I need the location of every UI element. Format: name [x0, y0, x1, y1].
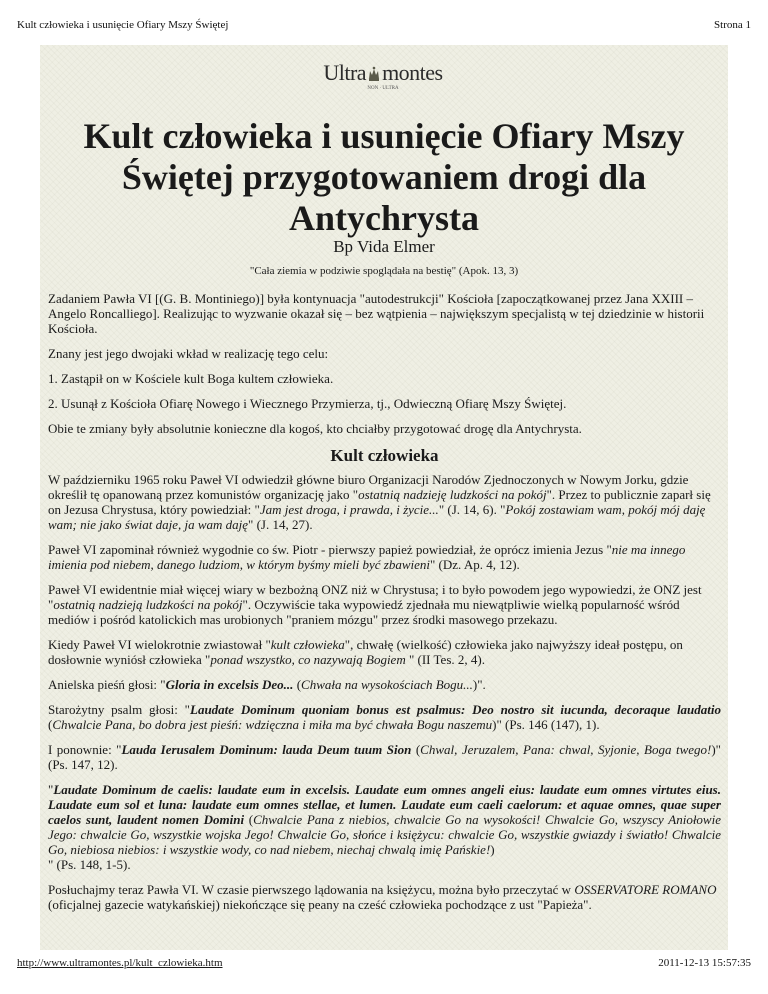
paragraph-angelic-song: Anielska pieśń głosi: "Gloria in excelsis Deo... (Chwała na wysokościach Bogu...)". — [48, 677, 486, 692]
article-body — [48, 291, 721, 922]
site-logo[interactable] — [320, 61, 446, 95]
paragraph-point-2: 2. Usunął z Kościoła Ofiarę Nowego i Wiecznego Przymierza, tj., Odwieczną Ofiarę Mszy Świętej. — [48, 396, 567, 411]
article-title: Kult człowieka i usunięcie Ofiary Mszy Świętej przygotowaniem drogi dla Antychrysta — [83, 116, 685, 238]
paragraph-conclusion: Obie te zmiany były absolutnie konieczne dla kogoś, kto chciałby przygotować drogę dla Antychrysta. — [48, 421, 582, 436]
paragraph-un-visit: W październiku 1965 roku Paweł VI odwiedził główne biuro Organizacji Narodów Zjednoczonych w Nowym Jorku, gdzie określił tę opanowaną przez komunistów organizację jako "ostatnią nadzieję ludzkości na pokój". Przez to publicznie zaparł się on Jezusa Chrystusa, który powiedział: "Jam jest droga, i prawda, i życie..." (J. 14, 6). "Pokój zostawiam wam, pokój mój daję wam; nie jako świat daje, ja wam daję" (J. 14, 27). — [48, 472, 711, 532]
logo-text-right: montes — [382, 60, 443, 85]
article-motto: "Cała ziemia w podziwie spoglądała na bestię" (Apok. 13, 3) — [249, 265, 519, 277]
print-header-title: Kult człowieka i usunięcie Ofiary Mszy Świętej — [17, 19, 229, 31]
logo-subtitle: NON · ULTRA — [367, 86, 399, 91]
logo-text-left: Ultra — [323, 60, 367, 85]
article-author: Bp Vida Elmer — [333, 237, 435, 256]
print-timestamp: 2011-12-13 15:57:35 — [658, 957, 751, 969]
paragraph-psalm-146: Starożytny psalm głosi: "Laudate Dominum quoniam bonus est psalmus: Deo nostro sit iucunda, decoraque laudatio (Chwalcie Pana, bo dobra jest pieśń: wdzięczna i miła ma być chwała Bogu naszemu)" (Ps. 146 (147), 1). — [48, 702, 722, 732]
print-header-page-number: Strona 1 — [714, 19, 751, 31]
paragraph-point-1: 1. Zastąpił on w Kościele kult Boga kultem człowieka. — [48, 371, 334, 386]
section-heading: Kult człowieka — [330, 446, 439, 465]
crown-emblem-icon — [367, 65, 381, 83]
source-url-link[interactable]: http://www.ultramontes.pl/kult_czlowieka.htm — [17, 957, 223, 969]
paragraph-paul-vi-moon: Posłuchajmy teraz Pawła VI. W czasie pierwszego lądowania na księżycu, można było przeczytać w OSSERVATORE ROMANO (oficjalnej gazecie watykańskiej) niekończące się peany na cześć człowieka pochodzące z ust "Papieża". — [48, 882, 717, 912]
paragraph-psalm-147: I ponownie: "Lauda Ierusalem Dominum: lauda Deum tuum Sion (Chwal, Jeruzalem, Pana: chwal, Syjonie, Boga twego!)" (Ps. 147, 12). — [48, 742, 721, 772]
paragraph-intro: Zadaniem Pawła VI [(G. B. Montiniego)] była kontynuacja "autodestrukcji" Kościoła [zapoczątkowanej przez Jana XXIII – Angelo Roncalliego]. Realizując to wyzwanie okazał się – bez wątpienia – największym specjalistą w tej dziedzinie w historii Kościoła. — [48, 291, 705, 336]
logo-wordmark — [320, 61, 446, 85]
paragraph-psalm-148: "Laudate Dominum de caelis: laudate eum in excelsis. Laudate eum omnes angeli eius: laudate eum omnes virtutes eius. Laudate eum sol et luna: laudate eum omnes stellae, et lumen. Laudate eum caeli caelorum: et aquae omnes, quae super caelos sunt, laudent nomen Domini (Chwalcie Pana z niebios, chwalcie Go na wysokości! Chwalcie Go, wszyscy Aniołowie Jego: chwalcie Go, wszystkie wojska Jego! Chwalcie Go, słońce i księżycu: chwalcie Go, wszystkie gwiazdy i światło! Chwalcie Go, niebiosa niebios: i wszystkie wody, co nad niebem, niechaj chwalą imię Pańskie!) " (Ps. 148, 1-5). — [48, 782, 721, 872]
paragraph-un-faith: Paweł VI ewidentnie miał więcej wiary w bezbożną ONZ niż w Chrystusa; i to było powodem jego wypowiedzi, że ONZ jest "ostatnią nadzieją ludzkości na pokój". Oczywiście taka wypowiedź zjednała mu niewątpliwie wielką popularność wśród mediów i pośród katolickich mas urobionych "praniem mózgu" przez środki masowego przekazu. — [48, 582, 702, 627]
paragraph-cult-of-man: Kiedy Paweł VI wielokrotnie zwiastował "kult człowieka", chwałę (wielkość) człowieka jako najwyższy ideał postępu, on dosłownie wyniósł człowieka "ponad wszystko, co nazywają Bogiem " (II Tes. 2, 4). — [48, 637, 683, 667]
paragraph-st-peter: Paweł VI zapominał również wygodnie co św. Piotr - pierwszy papież powiedział, że oprócz imienia Jezus "nie ma innego imienia pod niebem, danego ludziom, w którym byśmy mieli być zbawieni" (Dz. Ap. 4, 12). — [48, 542, 686, 572]
paragraph-contribution: Znany jest jego dwojaki wkład w realizację tego celu: — [48, 346, 329, 361]
